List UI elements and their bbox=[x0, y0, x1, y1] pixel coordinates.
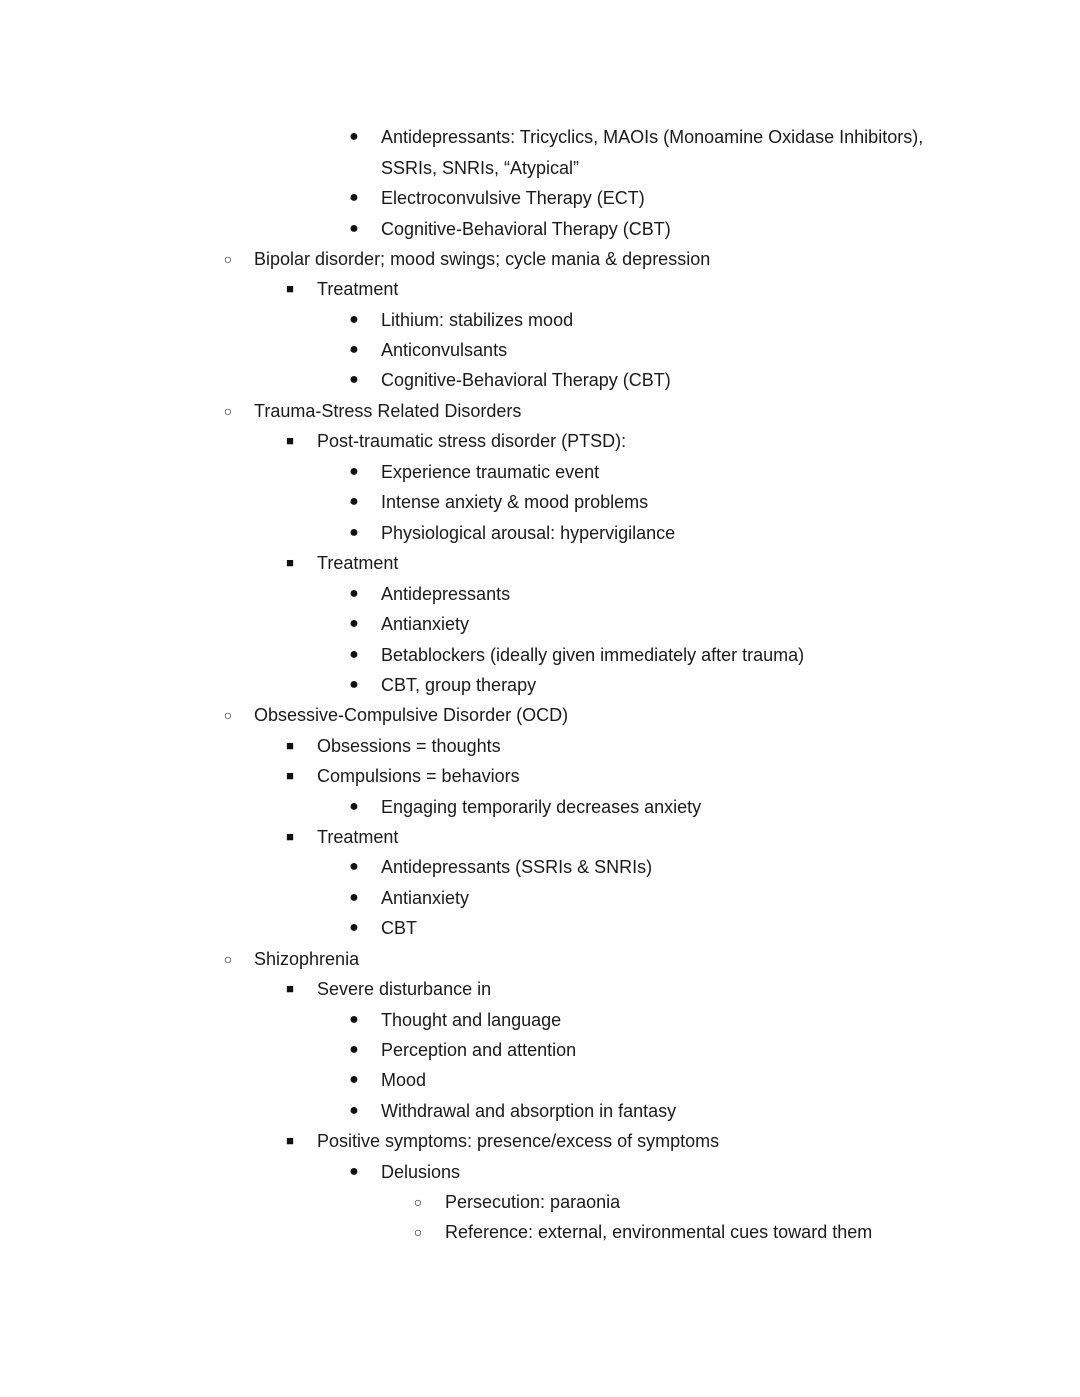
list-item-text: Betablockers (ideally given immediately after trauma) bbox=[381, 645, 805, 665]
bullet-disc-icon: ● bbox=[349, 889, 359, 906]
list-item-text: Shizophrenia bbox=[254, 949, 360, 969]
list-item-text: Antianxiety bbox=[381, 614, 470, 634]
list-item-text: Trauma-Stress Related Disorders bbox=[254, 401, 522, 421]
list-item-text: Anticonvulsants bbox=[381, 340, 508, 360]
bullet-square-icon: ■ bbox=[286, 555, 294, 570]
bullet-disc-icon: ● bbox=[349, 311, 359, 328]
bullet-disc-icon: ● bbox=[349, 646, 359, 663]
bullet-square-icon: ■ bbox=[286, 738, 294, 753]
list-item-text: Withdrawal and absorption in fantasy bbox=[381, 1101, 677, 1121]
bullet-square-icon: ■ bbox=[286, 829, 294, 844]
bullet-circle-icon: ○ bbox=[223, 707, 233, 723]
list-item-text: Treatment bbox=[317, 553, 399, 573]
list-item-text: Perception and attention bbox=[381, 1040, 577, 1060]
list-item-text: Mood bbox=[381, 1070, 427, 1090]
bullet-square-icon: ■ bbox=[286, 1133, 294, 1148]
bullet-disc-icon: ● bbox=[349, 128, 359, 145]
bullet-disc-icon: ● bbox=[349, 341, 359, 358]
list-item-text: Treatment bbox=[317, 827, 399, 847]
bullet-circle-icon: ○ bbox=[223, 403, 233, 419]
list-item-text: Obsessions = thoughts bbox=[317, 736, 501, 756]
list-item-text: Positive symptoms: presence/excess of symptoms bbox=[317, 1131, 720, 1151]
bullet-disc-icon: ● bbox=[349, 524, 359, 541]
bullet-disc-icon: ● bbox=[349, 585, 359, 602]
bullet-disc-icon: ● bbox=[349, 676, 359, 693]
bullet-circle-icon: ○ bbox=[223, 951, 233, 967]
bullet-circle-icon: ○ bbox=[413, 1224, 423, 1240]
bullet-disc-icon: ● bbox=[349, 1071, 359, 1088]
list-item-text: Post-traumatic stress disorder (PTSD): bbox=[317, 431, 627, 451]
bullet-disc-icon: ● bbox=[349, 463, 359, 480]
list-item-text: Cognitive-Behavioral Therapy (CBT) bbox=[381, 370, 671, 390]
list-item-text: Bipolar disorder; mood swings; cycle mania & depression bbox=[254, 249, 711, 269]
list-item-text: Antidepressants (SSRIs & SNRIs) bbox=[381, 857, 653, 877]
list-item-text: CBT bbox=[381, 918, 417, 938]
bullet-square-icon: ■ bbox=[286, 433, 294, 448]
bullet-square-icon: ■ bbox=[286, 768, 294, 783]
list-item-text: SSRIs, SNRIs, “Atypical” bbox=[381, 158, 580, 178]
list-item-text: CBT, group therapy bbox=[381, 675, 537, 695]
bullet-circle-icon: ○ bbox=[223, 251, 233, 267]
list-item-text: Persecution: paraonia bbox=[445, 1192, 621, 1212]
list-item-text: Thought and language bbox=[381, 1010, 562, 1030]
bullet-square-icon: ■ bbox=[286, 981, 294, 996]
bullet-disc-icon: ● bbox=[349, 189, 359, 206]
list-item-text: Lithium: stabilizes mood bbox=[381, 310, 574, 330]
list-item-text: Delusions bbox=[381, 1162, 461, 1182]
bullet-disc-icon: ● bbox=[349, 220, 359, 237]
bullet-disc-icon: ● bbox=[349, 798, 359, 815]
list-item-text: Compulsions = behaviors bbox=[317, 766, 520, 786]
list-item-text: Physiological arousal: hypervigilance bbox=[381, 523, 676, 543]
bullet-disc-icon: ● bbox=[349, 919, 359, 936]
list-item-text: Intense anxiety & mood problems bbox=[381, 492, 649, 512]
bullet-disc-icon: ● bbox=[349, 615, 359, 632]
list-item-text: Treatment bbox=[317, 279, 399, 299]
list-item-text: Cognitive-Behavioral Therapy (CBT) bbox=[381, 219, 671, 239]
list-item-text: Experience traumatic event bbox=[381, 462, 600, 482]
list-item-text: Antidepressants bbox=[381, 584, 511, 604]
bullet-disc-icon: ● bbox=[349, 1011, 359, 1028]
list-item-text: Severe disturbance in bbox=[317, 979, 492, 999]
bullet-disc-icon: ● bbox=[349, 1163, 359, 1180]
bullet-circle-icon: ○ bbox=[413, 1194, 423, 1210]
list-item-text: Engaging temporarily decreases anxiety bbox=[381, 797, 702, 817]
bullet-disc-icon: ● bbox=[349, 371, 359, 388]
list-item-text: Antianxiety bbox=[381, 888, 470, 908]
list-item-text: Electroconvulsive Therapy (ECT) bbox=[381, 188, 645, 208]
bullet-square-icon: ■ bbox=[286, 281, 294, 296]
list-item-text: Obsessive-Compulsive Disorder (OCD) bbox=[254, 705, 569, 725]
bullet-disc-icon: ● bbox=[349, 1102, 359, 1119]
list-item-text: Antidepressants: Tricyclics, MAOIs (Monoamine Oxidase Inhibitors), bbox=[381, 127, 924, 147]
bullet-disc-icon: ● bbox=[349, 1041, 359, 1058]
bullet-disc-icon: ● bbox=[349, 493, 359, 510]
bullet-disc-icon: ● bbox=[349, 858, 359, 875]
list-item-text: Reference: external, environmental cues toward them bbox=[445, 1222, 873, 1242]
